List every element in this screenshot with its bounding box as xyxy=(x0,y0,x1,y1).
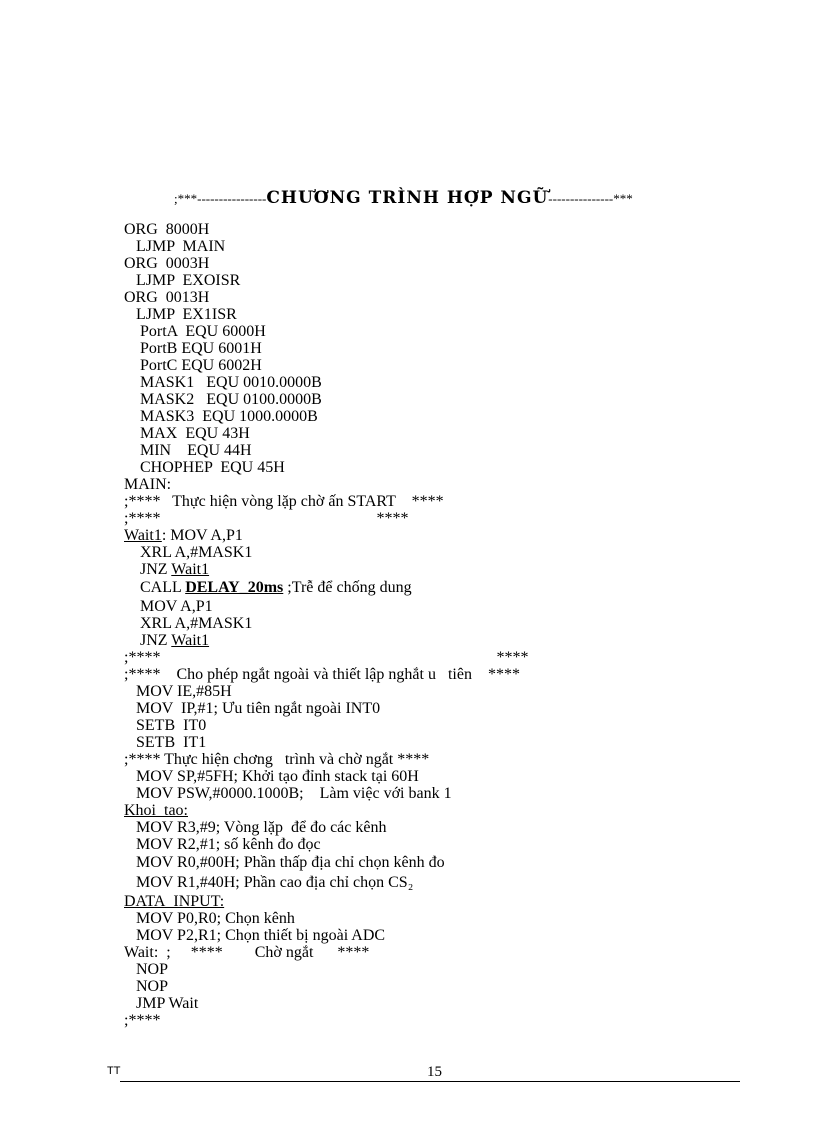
label-wait1: Wait1 xyxy=(171,632,210,649)
code-line xyxy=(124,802,764,819)
comment-line: ;**** **** xyxy=(124,649,529,666)
code-line: MAIN: xyxy=(124,476,172,493)
label-data-input: DATA_INPUT: xyxy=(124,893,225,910)
code-line: MOV SP,#5FH; Khởi tạo đỉnh stack tại 60H xyxy=(124,768,419,785)
code-line: XRL A,#MASK1 xyxy=(124,615,253,632)
code-line: MOV P2,R1; Chọn thiết bị ngoài ADC xyxy=(124,927,386,944)
title-text: CHƯƠNG TRÌNH HỢP NGỮ xyxy=(266,188,549,208)
footer-label: TT xyxy=(107,1065,121,1077)
code-line: MOV IE,#85H xyxy=(124,683,232,700)
code-line: XRL A,#MASK1 xyxy=(124,544,253,561)
code-line: ORG 0013H xyxy=(124,289,210,306)
title-prefix: ;***---------------- xyxy=(174,191,267,206)
code-line: SETB IT1 xyxy=(124,734,207,751)
label-khoi-tao: Khoi_tao: xyxy=(124,802,188,819)
code-line: MOV P0,R0; Chọn kênh xyxy=(124,910,295,927)
code-line: JMP Wait xyxy=(124,995,199,1012)
code-line xyxy=(124,527,764,544)
footer-divider xyxy=(120,1081,740,1082)
code-line: Wait: ; **** Chờ ngắt **** xyxy=(124,944,370,961)
code-line xyxy=(124,632,764,649)
comment-line: ;**** **** xyxy=(124,510,409,527)
code-line: MAX EQU 43H xyxy=(124,425,250,442)
code-line: LJMP MAIN xyxy=(124,238,226,255)
assembly-code xyxy=(124,221,764,1029)
code-text: CALL xyxy=(124,579,186,596)
code-line: PortC EQU 6002H xyxy=(124,357,262,374)
label-wait1: Wait1 xyxy=(124,527,162,544)
code-text: ;Trễ để chống dung xyxy=(283,579,412,596)
code-line: MASK2 EQU 0100.0000B xyxy=(124,391,322,408)
code-line: MOV IP,#1; Ưu tiên ngắt ngoài INT0 xyxy=(124,700,381,717)
code-line: SETB IT0 xyxy=(124,717,207,734)
code-line: MOV PSW,#0000.1000B; Làm việc với bank 1 xyxy=(124,785,452,802)
comment-line: ;**** xyxy=(124,1012,161,1029)
code-line: MOV A,P1 xyxy=(124,598,213,615)
code-line: MASK1 EQU 0010.0000B xyxy=(124,374,322,391)
code-text: : MOV A,P1 xyxy=(161,527,243,544)
code-line: NOP xyxy=(124,961,169,978)
code-line: LJMP EXOISR xyxy=(124,272,241,289)
code-line: NOP xyxy=(124,978,169,995)
section-title xyxy=(174,188,633,208)
code-line: MOV R1,#40H; Phần cao địa chỉ chọn CS₂ xyxy=(124,874,414,891)
code-line: MASK3 EQU 1000.0000B xyxy=(124,408,318,425)
comment-line: ;**** Cho phép ngắt ngoài và thiết lập nghắt u tiên **** xyxy=(124,666,520,683)
code-line: MOV R0,#00H; Phần thấp địa chỉ chọn kênh đo xyxy=(124,854,445,871)
title-suffix: ---------------*** xyxy=(548,191,633,206)
code-line: MOV R2,#1; số kênh đo đọc xyxy=(124,836,321,853)
code-line: PortB EQU 6001H xyxy=(124,340,262,357)
page-number: 15 xyxy=(427,1064,442,1080)
code-line xyxy=(124,893,764,910)
comment-line: ;**** Thực hiện vòng lặp chờ ấn START **** xyxy=(124,493,444,510)
label-delay: DELAY_20ms xyxy=(185,579,284,596)
code-line: ORG 0003H xyxy=(124,255,210,272)
comment-line: ;**** Thực hiện chơng trình và chờ ngắt **** xyxy=(124,751,430,768)
code-line: PortA EQU 6000H xyxy=(124,323,266,340)
code-line: ORG 8000H xyxy=(124,221,210,238)
label-wait1: Wait1 xyxy=(171,561,210,578)
code-line xyxy=(124,578,764,598)
code-line: CHOPHEP EQU 45H xyxy=(124,459,285,476)
code-text: JNZ xyxy=(124,561,172,578)
code-text: JNZ xyxy=(124,632,172,649)
code-line xyxy=(124,561,764,578)
code-line: MIN EQU 44H xyxy=(124,442,252,459)
code-line: LJMP EX1ISR xyxy=(124,306,237,323)
code-line: MOV R3,#9; Vòng lặp để đo các kênh xyxy=(124,819,387,836)
